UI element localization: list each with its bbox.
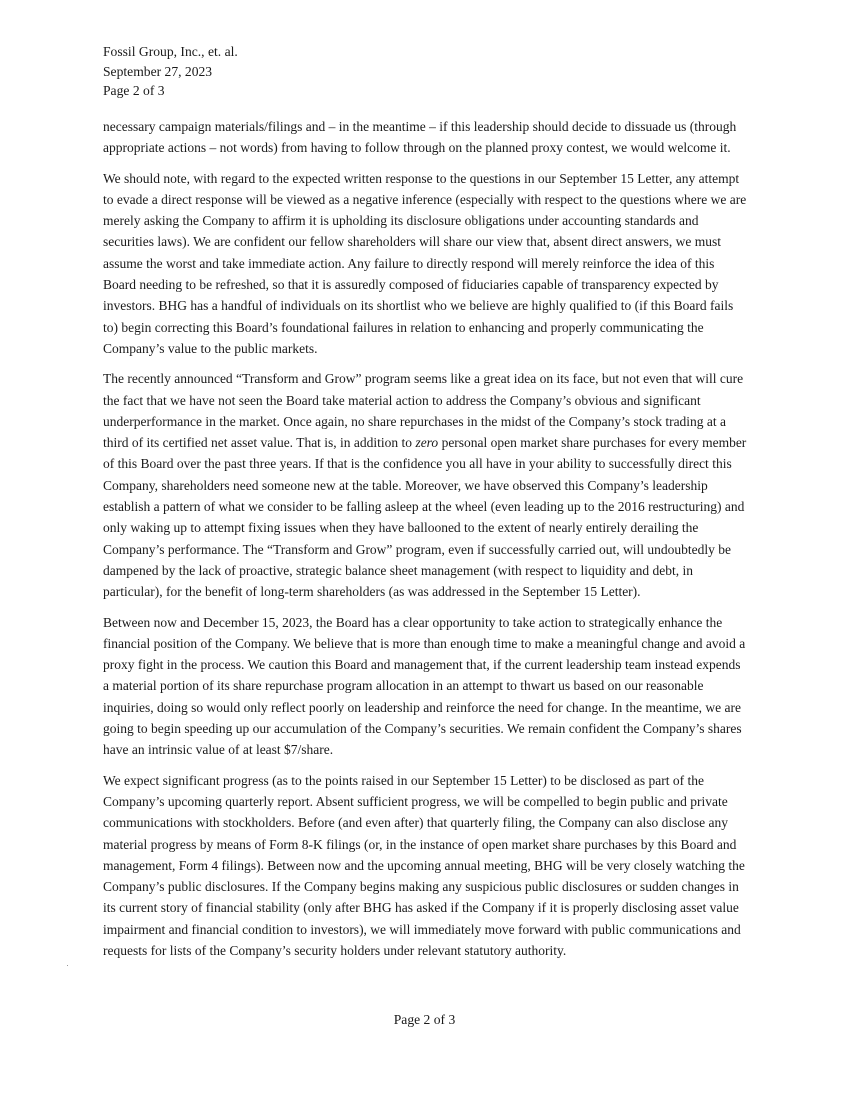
- letter-body: [103, 116, 748, 970]
- paragraph-3: [103, 368, 748, 602]
- paragraph-3-part-2: personal open market share purchases for every member of this Board over the past three years. If that is the confidence you all have in your ability to successfully direct this Company, shareholders need someone new at the table. Moreover, we have observed this Company’s leadership establish a pattern of what we consider to be falling asleep at the wheel (even leading up to the 2016 restructuring) and only waking up to attempt fixing issues when they have ballooned to the extent of nearly entirely derailing the Company’s performance. The “Transform and Grow” program, even if successfully carried out, will undoubtedly be dampened by the lack of proactive, strategic balance sheet management (with respect to liquidity and debt, in particular), for the benefit of long-term shareholders (as was addressed in the September 15 Letter).: [103, 435, 747, 600]
- paragraph-5: We expect significant progress (as to the points raised in our September 15 Letter) to be disclosed as part of the Company’s upcoming quarterly report. Absent sufficient progress, we will be compelled to begin public and private communications with stockholders. Before (and even after) that quarterly filing, the Company can also disclose any material progress by means of Form 8-K filings (or, in the instance of open market share purchases by this Board and management, Form 4 filings). Between now and the upcoming annual meeting, BHG will be very closely watching the Company’s public disclosures. If the Company begins making any suspicious public disclosures or sudden changes in its current story of financial stability (only after BHG has asked if the Company if it is properly disclosing asset value impairment and financial condition to investors), we will immediately move forward with public communications and requests for lists of the Company’s security holders under relevant statutory authority.: [103, 772, 745, 958]
- paragraph-2: We should note, with regard to the expected written response to the questions in our September 15 Letter, any attempt to evade a direct response will be viewed as a negative inference (especially with respect to the questions where we are merely asking the Company to affirm it is upholding its disclosure obligations under accounting standards and securities laws). We are confident our fellow shareholders will share our view that, absent direct answers, we must assume the worst and take immediate action. Any failure to directly respond will merely reinforce the idea of this Board needing to be refreshed, so that it is assuredly composed of fiduciaries capable of transparency expected by investors. BHG has a handful of individuals on its shortlist who we believe are highly qualified to (if this Board fails to) begin correcting this Board’s foundational failures in relation to enhancing and properly communicating the Company’s value to the public markets.: [103, 170, 747, 356]
- paragraph-3-emphasis: zero: [415, 435, 439, 451]
- letter-header: [103, 42, 238, 101]
- header-page-number: Page 2 of 3: [103, 83, 165, 98]
- footer-page-number: Page 2 of 3: [393, 1012, 456, 1027]
- paragraph-1: necessary campaign materials/filings and – in the meantime – if this leadership should decide to dissuade us (through appropriate actions – not words) from having to follow through on the planned proxy contest, we would welcome it.: [103, 119, 737, 156]
- header-date: September 27, 2023: [103, 63, 213, 79]
- header-company: Fossil Group, Inc., et. al.: [103, 44, 238, 59]
- scan-speck: [67, 965, 68, 966]
- paragraph-3-part-1: The recently announced “Transform and Grow” program seems like a great idea on its face, but not even that will cure the fact that we have not seen the Board take material action to address the Company’s obvious and significant underperformance in the market. Once again, no share repurchases in the midst of the Company’s stock trading at a third of its certified net asset value. That is, in addition to: [103, 371, 744, 451]
- paragraph-4: Between now and December 15, 2023, the Board has a clear opportunity to take action to strategically enhance the financial position of the Company. We believe that is more than enough time to make a meaningful change and avoid a proxy fight in the process. We caution this Board and management that, if the current leadership team instead expends a material portion of its share repurchase program allocation in an attempt to thwart us based on our reasonable inquiries, doing so would only reflect poorly on leadership and reinforce the need for change. In the meantime, we are going to begin speeding up our accumulation of the Company’s securities. We remain confident the Company’s shares have an intrinsic value of at least $7/share.: [103, 614, 746, 758]
